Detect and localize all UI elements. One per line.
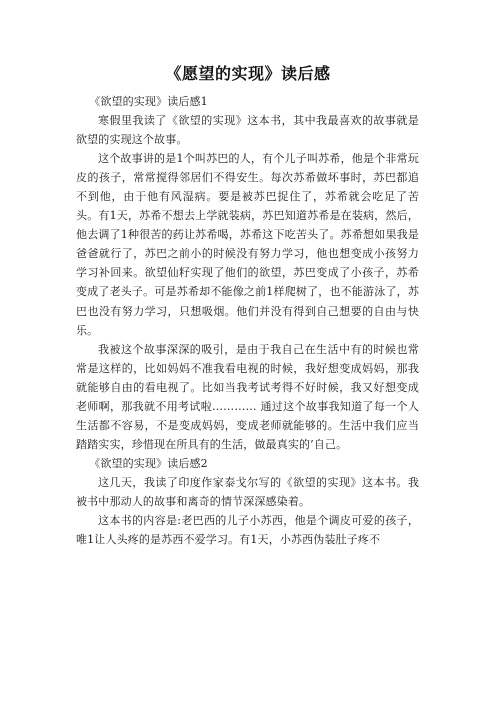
section-heading: 《欲望的实现》读后感2 (89, 456, 208, 470)
paragraph: 我被这个故事深深的吸引，是由于我自己在生活中有的时候也常常是这样的，比如妈妈不准我看电视的时候，我好想变成妈妈，那我就能够自由的看电视了。比如当我考试考得不好时候，我又好想变成老师啊，那我就不用考试啦………… 通过这个故事我知道了每一个人生活都不容易，不是变成妈妈，变成老师就能够的。生活中我们应当踏踏实实，珍惜现在所具有的生活，做最真实的’自己。 (76, 342, 419, 451)
document-title: 《愿望的实现》读后感 (165, 64, 331, 83)
paragraph: 寒假里我读了《欲望的实现》这本书，其中我最喜欢的故事就是欲望的实现这个故事。 (76, 114, 419, 147)
paragraph: 这个故事讲的是1个叫苏巴的人，有个儿子叫苏希，他是个非常玩皮的孩子，常常搅得邻居们不得安生。每次苏希做坏事时，苏巴都追不到他，由于他有风湿病。要是被苏巴捉住了，苏希就会吃足了苦头。有1天，苏希不想去上学就装病，苏巴知道苏希是在装病，然后，他去调了1种很苦的药让苏希喝，苏希这下吃苦头了。苏希想如果我是爸爸就行了，苏巴之前小的时候没有努力学习，他也想变成小孩努力学习补回来。欲望仙籽实现了他们的欲望，苏巴变成了小孩子，苏希变成了老头子。可是苏希却不能像之前1样爬树了，也不能游泳了，苏巴也没有努力学习，只想吸烟。他们并没有得到自己想要的自由与快乐。 (76, 152, 419, 337)
section-heading: 《欲望的实现》读后感1 (89, 95, 208, 108)
document-body (76, 92, 419, 549)
paragraph: 这几天，我读了印度作家泰戈尔写的《欲望的实现》这本书。我被书中那动人的故事和离奇的情节深深感染着。 (76, 475, 419, 508)
paragraph: 这本书的内容是:老巴西的儿子小苏西，他是个调皮可爱的孩子，唯1让人头疼的是苏西不爱学习。有1天，小苏西伪装肚子疼不 (76, 514, 419, 547)
